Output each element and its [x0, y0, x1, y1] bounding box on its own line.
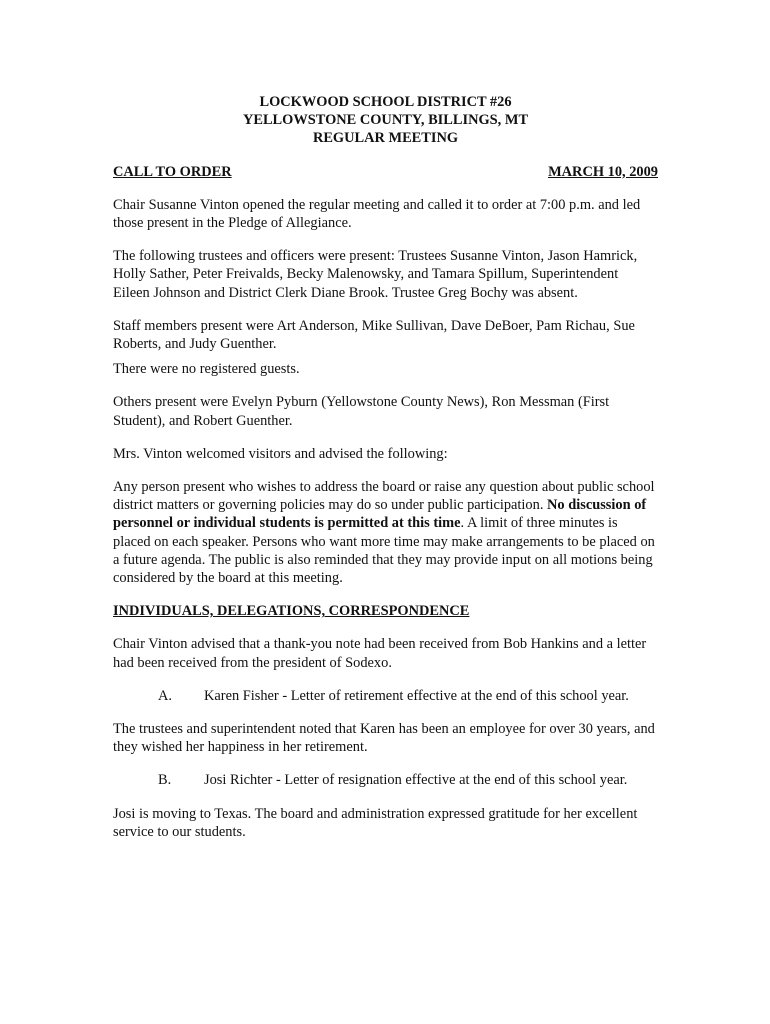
participation-text-b: . A limit of three minutes is placed on each speaker. Persons who want more time may make arrangements to be placed on a future agenda. The public is also reminded that they may provide input on all motions being considered by the board at this meeting. — [113, 515, 655, 587]
district-location: YELLOWSTONE COUNTY, BILLINGS, MT — [242, 112, 529, 129]
call-to-order-row — [113, 163, 658, 181]
paragraph-opening: Chair Susanne Vinton opened the regular meeting and called it to order at 7:00 p.m. and led those present in the Pledge of Allegiance. — [113, 196, 641, 232]
meeting-date: MARCH 10, 2009 — [548, 163, 658, 180]
item-text: Josi Richter - Letter of resignation effective at the end of this school year. — [204, 772, 628, 789]
section-heading-correspondence: INDIVIDUALS, DELEGATIONS, CORRESPONDENCE — [113, 603, 470, 620]
participation-text-a: Any person present who wishes to address the board or raise any question about public school district matters or governing policies may do so under public participation. — [113, 479, 655, 514]
paragraph-staff: Staff members present were Art Anderson, Mike Sullivan, Dave DeBoer, Pam Richau, Sue Roberts, and Judy Guenther. — [113, 317, 635, 353]
call-to-order-heading: CALL TO ORDER — [113, 163, 232, 180]
document-page — [113, 93, 658, 841]
item-label: A. — [158, 687, 172, 704]
paragraph-welcome: Mrs. Vinton welcomed visitors and advised the following: — [113, 445, 448, 462]
participation-bold-notice: No discussion of personnel or individual students is permitted at this time — [113, 497, 647, 532]
paragraph-retirement-note: The trustees and superintendent noted that Karen has been an employee for over 30 years, and they wished her happiness in her retirement. — [113, 721, 655, 756]
paragraph-correspondence-intro: Chair Vinton advised that a thank-you note had been received from Bob Hankins and a letter had been received from the president of Sodexo. — [113, 636, 647, 671]
list-item — [113, 687, 658, 705]
item-label: B. — [158, 772, 172, 789]
paragraph-others: Others present were Evelyn Pyburn (Yellowstone County News), Ron Messman (First Student), and Robert Guenther. — [113, 394, 610, 429]
item-text: Karen Fisher - Letter of retirement effective at the end of this school year. — [204, 687, 629, 704]
paragraph-resignation-note: Josi is moving to Texas. The board and administration expressed gratitude for her excellent service to our students. — [113, 805, 638, 840]
list-item — [113, 771, 658, 789]
paragraph-guests: There were no registered guests. — [113, 361, 300, 378]
paragraph-attendance: The following trustees and officers were present: Trustees Susanne Vinton, Jason Hamrick, Holly Sather, Peter Freivalds, Becky Malenowsky, and Tamara Spillum, Superintendent Eileen Johnson and District Clerk Diane Brook. Trustee Greg Bochy was absent. — [113, 248, 638, 301]
paragraph-public-participation — [113, 478, 658, 587]
district-name: LOCKWOOD SCHOOL DISTRICT #26 — [259, 94, 512, 110]
meeting-type: REGULAR MEETING — [312, 130, 459, 147]
document-header — [113, 93, 658, 148]
